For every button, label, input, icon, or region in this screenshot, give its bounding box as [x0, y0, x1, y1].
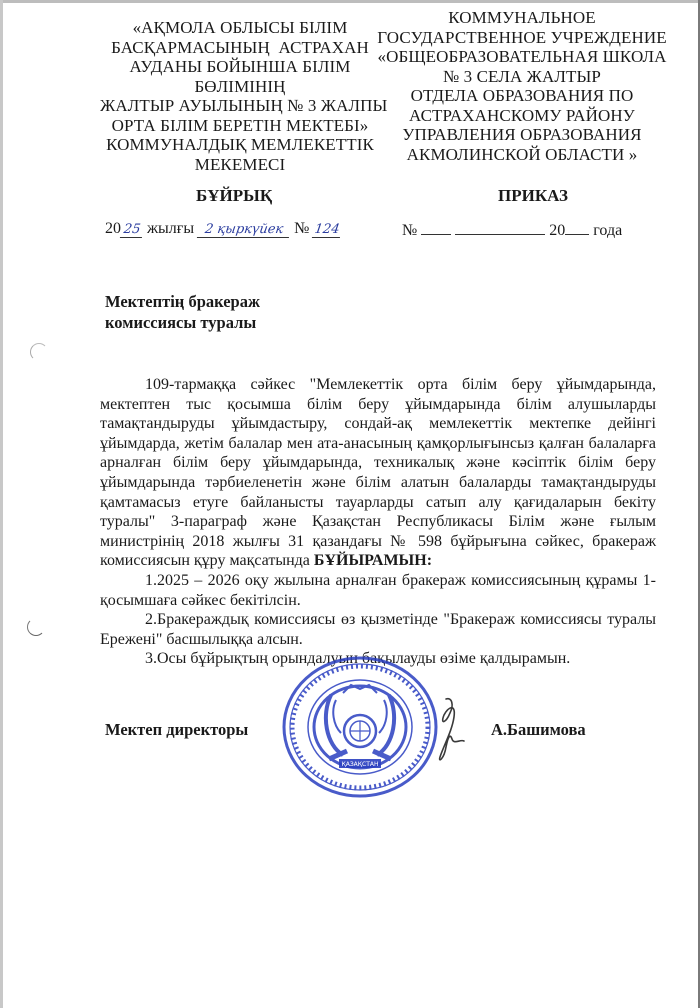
blank-year-field — [565, 220, 589, 235]
official-seal-stamp — [281, 655, 439, 800]
date-number-line-kazakh — [105, 220, 341, 238]
header-line: МЕКЕМЕСІ — [194, 154, 286, 174]
year-suffix: года — [593, 222, 623, 239]
handwritten-signature — [432, 695, 472, 765]
order-item: 2.Бракераждық комиссиясы өз қызметінде "Бракераж комиссиясы туралы Ережені" басшылыққа алсын. — [100, 611, 656, 648]
page-edge-left — [0, 0, 3, 1008]
header-line: УПРАВЛЕНИЯ ОБРАЗОВАНИЯ — [402, 125, 642, 144]
order-subject — [105, 291, 260, 333]
punch-hole-mark — [30, 343, 48, 361]
document-title-kazakh: БҰЙРЫҚ — [196, 186, 273, 205]
header-line: КОММУНАЛДЫҚ МЕМЛЕКЕТТІК — [106, 135, 374, 154]
header-kazakh — [100, 18, 388, 174]
date-number-line-russian — [402, 220, 622, 240]
subject-line: комиссиясы туралы — [105, 313, 257, 332]
punch-hole-mark — [27, 618, 45, 636]
order-body — [100, 375, 656, 669]
header-line: ОТДЕЛА ОБРАЗОВАНИЯ ПО — [410, 86, 634, 105]
header-line: «АҚМОЛА ОБЛЫСЫ БІЛІМ — [132, 18, 348, 37]
header-line: БӨЛІМІНІҢ — [194, 76, 286, 96]
handwritten-order-number: 124 — [313, 222, 341, 237]
header-russian — [372, 8, 672, 164]
handwritten-year: 25 — [120, 222, 144, 238]
seal-banner-text: ҚАЗАҚСТАН — [341, 761, 379, 768]
blank-date-field — [455, 220, 545, 235]
header-line: ГОСУДАРСТВЕННОЕ УЧРЕЖДЕНИЕ — [377, 27, 667, 47]
blank-number-field — [421, 220, 451, 235]
header-line: № 3 СЕЛА ЖАЛТЫР — [443, 66, 601, 86]
header-line: АСТРАХАНСКОМУ РАЙОНУ — [409, 105, 635, 125]
number-sign: № — [402, 222, 418, 239]
order-item: 1.2025 – 2026 оқу жылына арналған бракераж комиссиясының құрамы 1-қосымшаға сәйкес бекітілсін. — [100, 571, 656, 609]
order-item: 3.Осы бұйрықтың орындалуын бақылауды өзіме қалдырамын. — [145, 650, 571, 668]
year-word: жылғы — [147, 220, 195, 237]
year-prefix: 20 — [549, 222, 566, 239]
preamble-paragraph — [100, 375, 656, 571]
signatory-name: А.Башимова — [491, 720, 586, 739]
handwritten-date: 2 қыркүйек — [197, 222, 291, 238]
page-edge-top — [0, 0, 700, 3]
header-line: БАСҚАРМАСЫНЫҢ АСТРАХАН — [111, 37, 369, 57]
order-word: БҰЙЫРАМЫН: — [313, 552, 433, 570]
header-line: ОРТА БІЛІМ БЕРЕТІН МЕКТЕБІ» — [111, 115, 369, 135]
header-line: АУДАНЫ БОЙЫНША БІЛІМ — [129, 57, 351, 76]
signatory-role: Мектеп директоры — [105, 720, 249, 739]
number-sign: № — [294, 220, 310, 237]
year-prefix: 20 — [105, 220, 121, 237]
header-line: АКМОЛИНСКОЙ ОБЛАСТИ » — [406, 144, 638, 164]
document-title-russian: ПРИКАЗ — [498, 186, 568, 205]
header-line: КОММУНАЛЬНОЕ — [448, 8, 596, 27]
preamble-text: 109-тармаққа сәйкес "Мемлекеттік орта білім беру ұйымдарында, мектептен тыс қосымша білім беру ұйымдарында білім алушыларды тамақтандыруды ұйымдастыру, сондай-ақ мемлекеттік мектепке дейінгі ұйымдарда, жетім балалар мен ата-анасының қамқорлығынсыз қалған балаларға арналған білім беру ұйымдарында, техникалық және кәсіптік білім беру ұйымдарында тәрбиеленетін және білім алатын балаларды тамақтандыруды қамтамасыз етуге байланысты тауарларды сатып алу қағидаларын бекіту туралы" 3-параграф және Қазақстан Республикасы Білім және ғылым министрінің 2018 жылғы 31 қазандағы № 598 бұйрығына сәйкес, бракераж комиссиясын құру мақсатында — [100, 376, 656, 570]
header-line: ЖАЛТЫР АУЫЛЫНЫҢ № 3 ЖАЛПЫ — [100, 96, 388, 115]
header-line: «ОБЩЕОБРАЗОВАТЕЛЬНАЯ ШКОЛА — [377, 47, 667, 66]
subject-line: Мектептің бракераж — [105, 292, 260, 311]
